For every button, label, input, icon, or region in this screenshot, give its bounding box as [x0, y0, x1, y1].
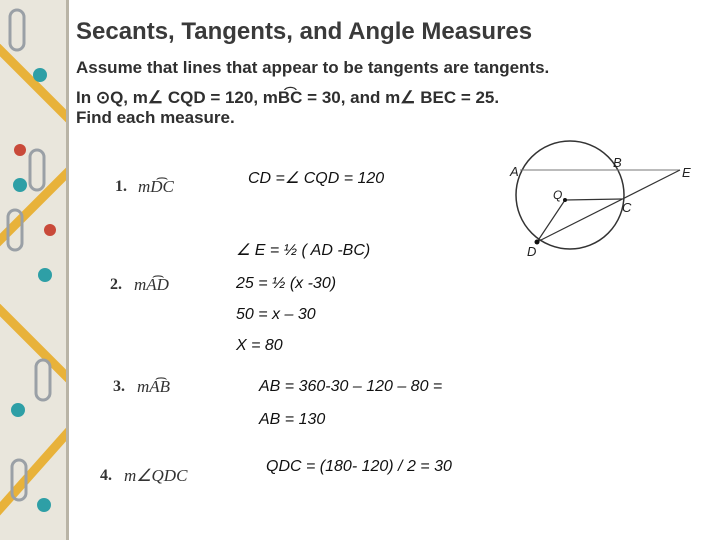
- work-line: X = 80: [236, 337, 283, 354]
- problem-number: 4.: [100, 467, 112, 484]
- point-label-b: B: [613, 155, 622, 170]
- point-label-c: C: [622, 200, 632, 215]
- circle-q: [516, 141, 624, 249]
- problem-number: 3.: [113, 378, 125, 395]
- problem-number: 2.: [110, 276, 122, 293]
- work-line: 25 = ½ (x -30): [236, 275, 337, 292]
- work-line: CD =∠ CQD = 120: [248, 170, 385, 187]
- point-label-d: D: [527, 244, 537, 259]
- problem-label: mA͡D: [134, 275, 169, 294]
- point-label-e: E: [682, 165, 691, 180]
- work-line: QDC = (180- 120) / 2 = 30: [266, 458, 452, 475]
- radius-qc: [565, 199, 622, 200]
- point-label-q: Q: [553, 188, 563, 202]
- point-label-a: A: [510, 164, 519, 179]
- work-line: 50 = x – 30: [236, 306, 316, 323]
- problem-label: mD͡C: [138, 177, 174, 196]
- work-line: AB = 130: [259, 411, 326, 428]
- instruction-line: Assume that lines that appear to be tangents are tangents.: [76, 58, 550, 77]
- problem-label: mA͡B: [137, 377, 171, 396]
- secant-line-de: [537, 170, 680, 242]
- work-line: AB = 360-30 – 120 – 80 =: [259, 378, 443, 395]
- page-title: Secants, Tangents, and Angle Measures: [76, 18, 533, 45]
- point-q: [563, 198, 567, 202]
- circle-diagram: [505, 140, 705, 262]
- problem-label: m∠QDC: [124, 466, 188, 485]
- pushpin-icon: [11, 68, 52, 512]
- given-values: In ⊙Q, m∠ CQD = 120, mB͡C = 30, and m∠ BEC = 25.: [76, 88, 500, 107]
- pencil-icon: [0, 40, 66, 520]
- task-instruction: Find each measure.: [76, 108, 235, 127]
- work-line: ∠ E = ½ ( AD -BC): [236, 242, 371, 259]
- problem-number: 1.: [115, 178, 127, 195]
- radius-qd: [537, 200, 565, 242]
- desk-supplies-illustration: [0, 0, 66, 540]
- decorative-sidebar: [0, 0, 69, 540]
